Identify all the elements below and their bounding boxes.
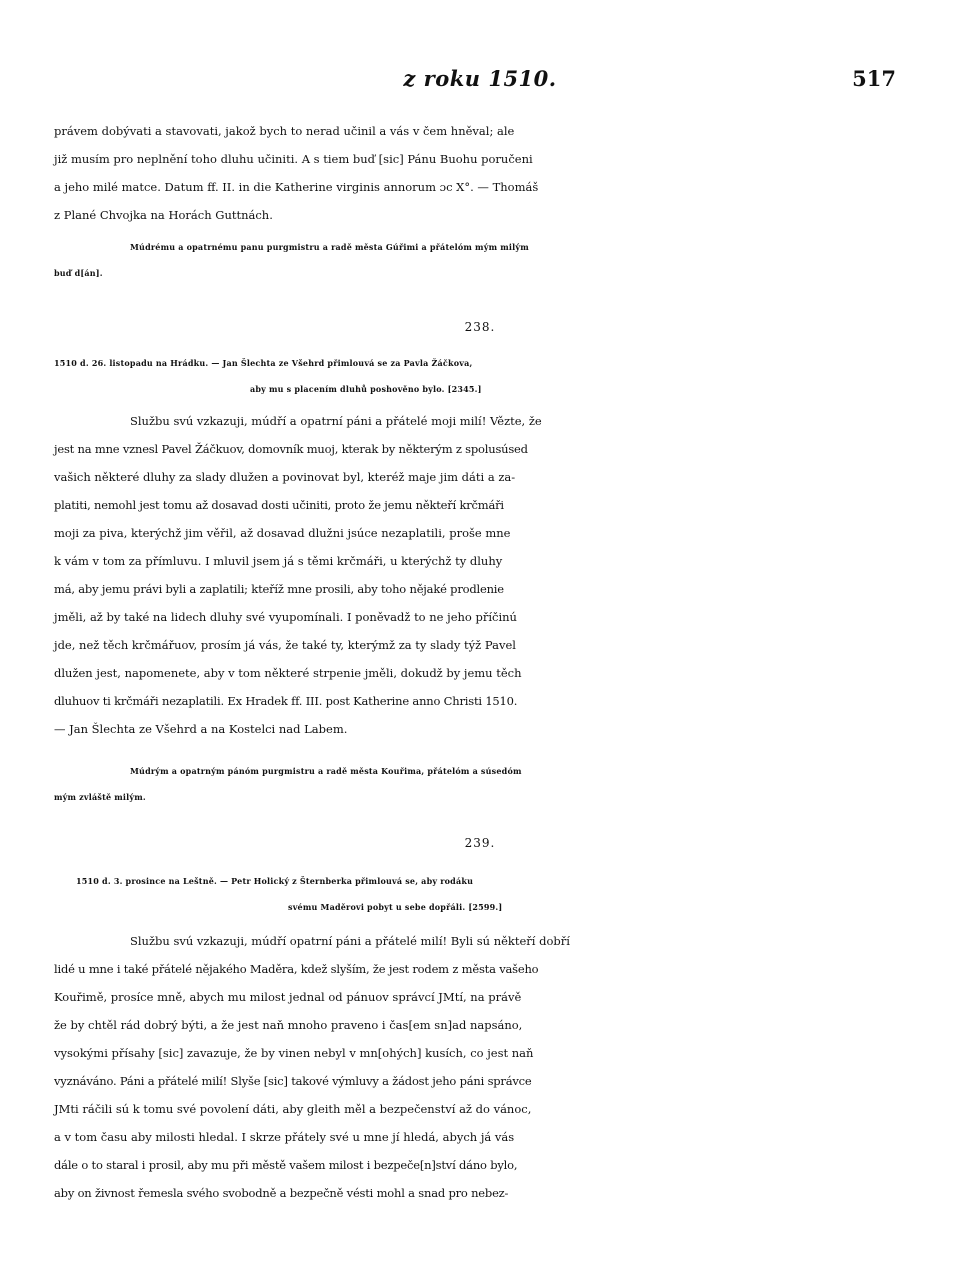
- text-line: dluhuov ti krčmáři nezaplatili. Ex Hradek ff. III. post Katherine anno Christi 1510.: [54, 694, 518, 708]
- text-line: a v tom času aby milosti hledal. I skrze přátely své u mne jí hledá, abych já vás: [54, 1130, 515, 1144]
- address-line: Múdrému a opatrnému panu purgmistru a radě města Gúřimi a přátelóm mým milým: [130, 242, 529, 252]
- regest-line: aby mu s placením dluhů poshověno bylo. [2345.]: [250, 384, 482, 394]
- text-line: platiti, nemohl jest tomu až dosavad dosti učiniti, proto že jemu někteří krčmáři: [54, 498, 504, 512]
- regest-line: 1510 d. 26. listopadu na Hrádku. — Jan Šlechta ze Všehrd přimlouvá se za Pavla Žáčkova,: [54, 358, 473, 368]
- address-line: mým zvláště milým.: [54, 792, 146, 802]
- text-line: aby on živnost řemesla svého svobodně a bezpečně vésti mohl a snad pro nebez-: [54, 1186, 509, 1200]
- letter-number: 238.: [464, 320, 496, 334]
- text-line: moji za piva, kterýchž jim věřil, až dosavad dlužni jsúce nezaplatili, proše mne: [54, 526, 511, 540]
- text-line: vašich některé dluhy za slady dlužen a povinovat byl, kteréž maje jim dáti a za-: [54, 470, 516, 484]
- regest-line: svému Maděrovi pobyt u sebe dopřáli. [2599.]: [288, 902, 503, 912]
- address-line: Múdrým a opatrným pánóm purgmistru a radě města Kouřima, přátelóm a súsedóm: [130, 766, 522, 776]
- text-line: z Plané Chvojka na Horách Guttnách.: [54, 208, 273, 222]
- text-line: jest na mne vznesl Pavel Žáčkuov, domovník muoj, kterak by některým z spolusúsed: [54, 442, 528, 456]
- text-line: k vám v tom za přímluvu. I mluvil jsem já s těmi krčmáři, u kterýchž ty dluhy: [54, 554, 503, 568]
- regest-line: 1510 d. 3. prosince na Leštně. — Petr Holický z Šternberka přimlouvá se, aby rodáku: [76, 876, 474, 886]
- text-line: a jeho milé matce. Datum ff. II. in die Katherine virginis annorum ɔc X°. — Thomáš: [54, 180, 539, 194]
- text-line: dále o to staral i prosil, aby mu při městě vašem milost i bezpeče[n]ství dáno bylo,: [54, 1158, 518, 1172]
- text-line: již musím pro neplnění toho dluhu učiniti. A s tiem buď [sic] Pánu Buohu poručeni: [54, 152, 533, 166]
- text-line: právem dobývati a stavovati, jakož bych to nerad učinil a vás v čem hněval; ale: [54, 124, 515, 138]
- text-line: Službu svú vzkazuji, múdří a opatrní páni a přátelé moji milí! Vězte, že: [130, 414, 542, 428]
- text-line: JMti ráčili sú k tomu své povolení dáti, aby gleith měl a bezpečenství až do vánoc,: [54, 1102, 532, 1116]
- page-number: 517: [852, 66, 896, 91]
- letter-number: 239.: [464, 836, 496, 850]
- text-line: Službu svú vzkazuji, múdří opatrní páni a přátelé milí! Byli sú někteří dobří: [130, 934, 570, 948]
- text-line: jměli, až by také na lidech dluhy své vyupomínali. I poněvadž to ne jeho příčinú: [54, 610, 517, 624]
- text-line: lidé u mne i také přátelé nějakého Maděra, kdež slyším, že jest rodem z města vašeho: [54, 962, 539, 976]
- text-line: že by chtěl rád dobrý býti, a že jest naň mnoho praveno i čas[em sn]ad napsáno,: [54, 1018, 523, 1032]
- text-line: — Jan Šlechta ze Všehrd a na Kostelci nad Labem.: [54, 722, 348, 736]
- address-line: buď d[án].: [54, 268, 103, 278]
- running-head: z roku 1510.: [403, 66, 557, 91]
- text-line: jde, než těch krčmářuov, prosím já vás, že také ty, kterýmž za ty slady týž Pavel: [54, 638, 516, 652]
- text-line: má, aby jemu právi byli a zaplatili; kteříž mne prosili, aby toho nějaké prodlenie: [54, 582, 504, 596]
- text-line: vyznáváno. Páni a přátelé milí! Slyše [sic] takové výmluvy a žádost jeho páni správce: [54, 1074, 532, 1088]
- text-line: vysokými přísahy [sic] zavazuje, že by vinen nebyl v mn[ohých] kusích, co jest naň: [54, 1046, 534, 1060]
- text-line: Kouřimě, prosíce mně, abych mu milost jednal od pánuov správcí JMtí, na právě: [54, 990, 522, 1004]
- text-line: dlužen jest, napomenete, aby v tom některé strpenie jměli, dokudž by jemu těch: [54, 666, 522, 680]
